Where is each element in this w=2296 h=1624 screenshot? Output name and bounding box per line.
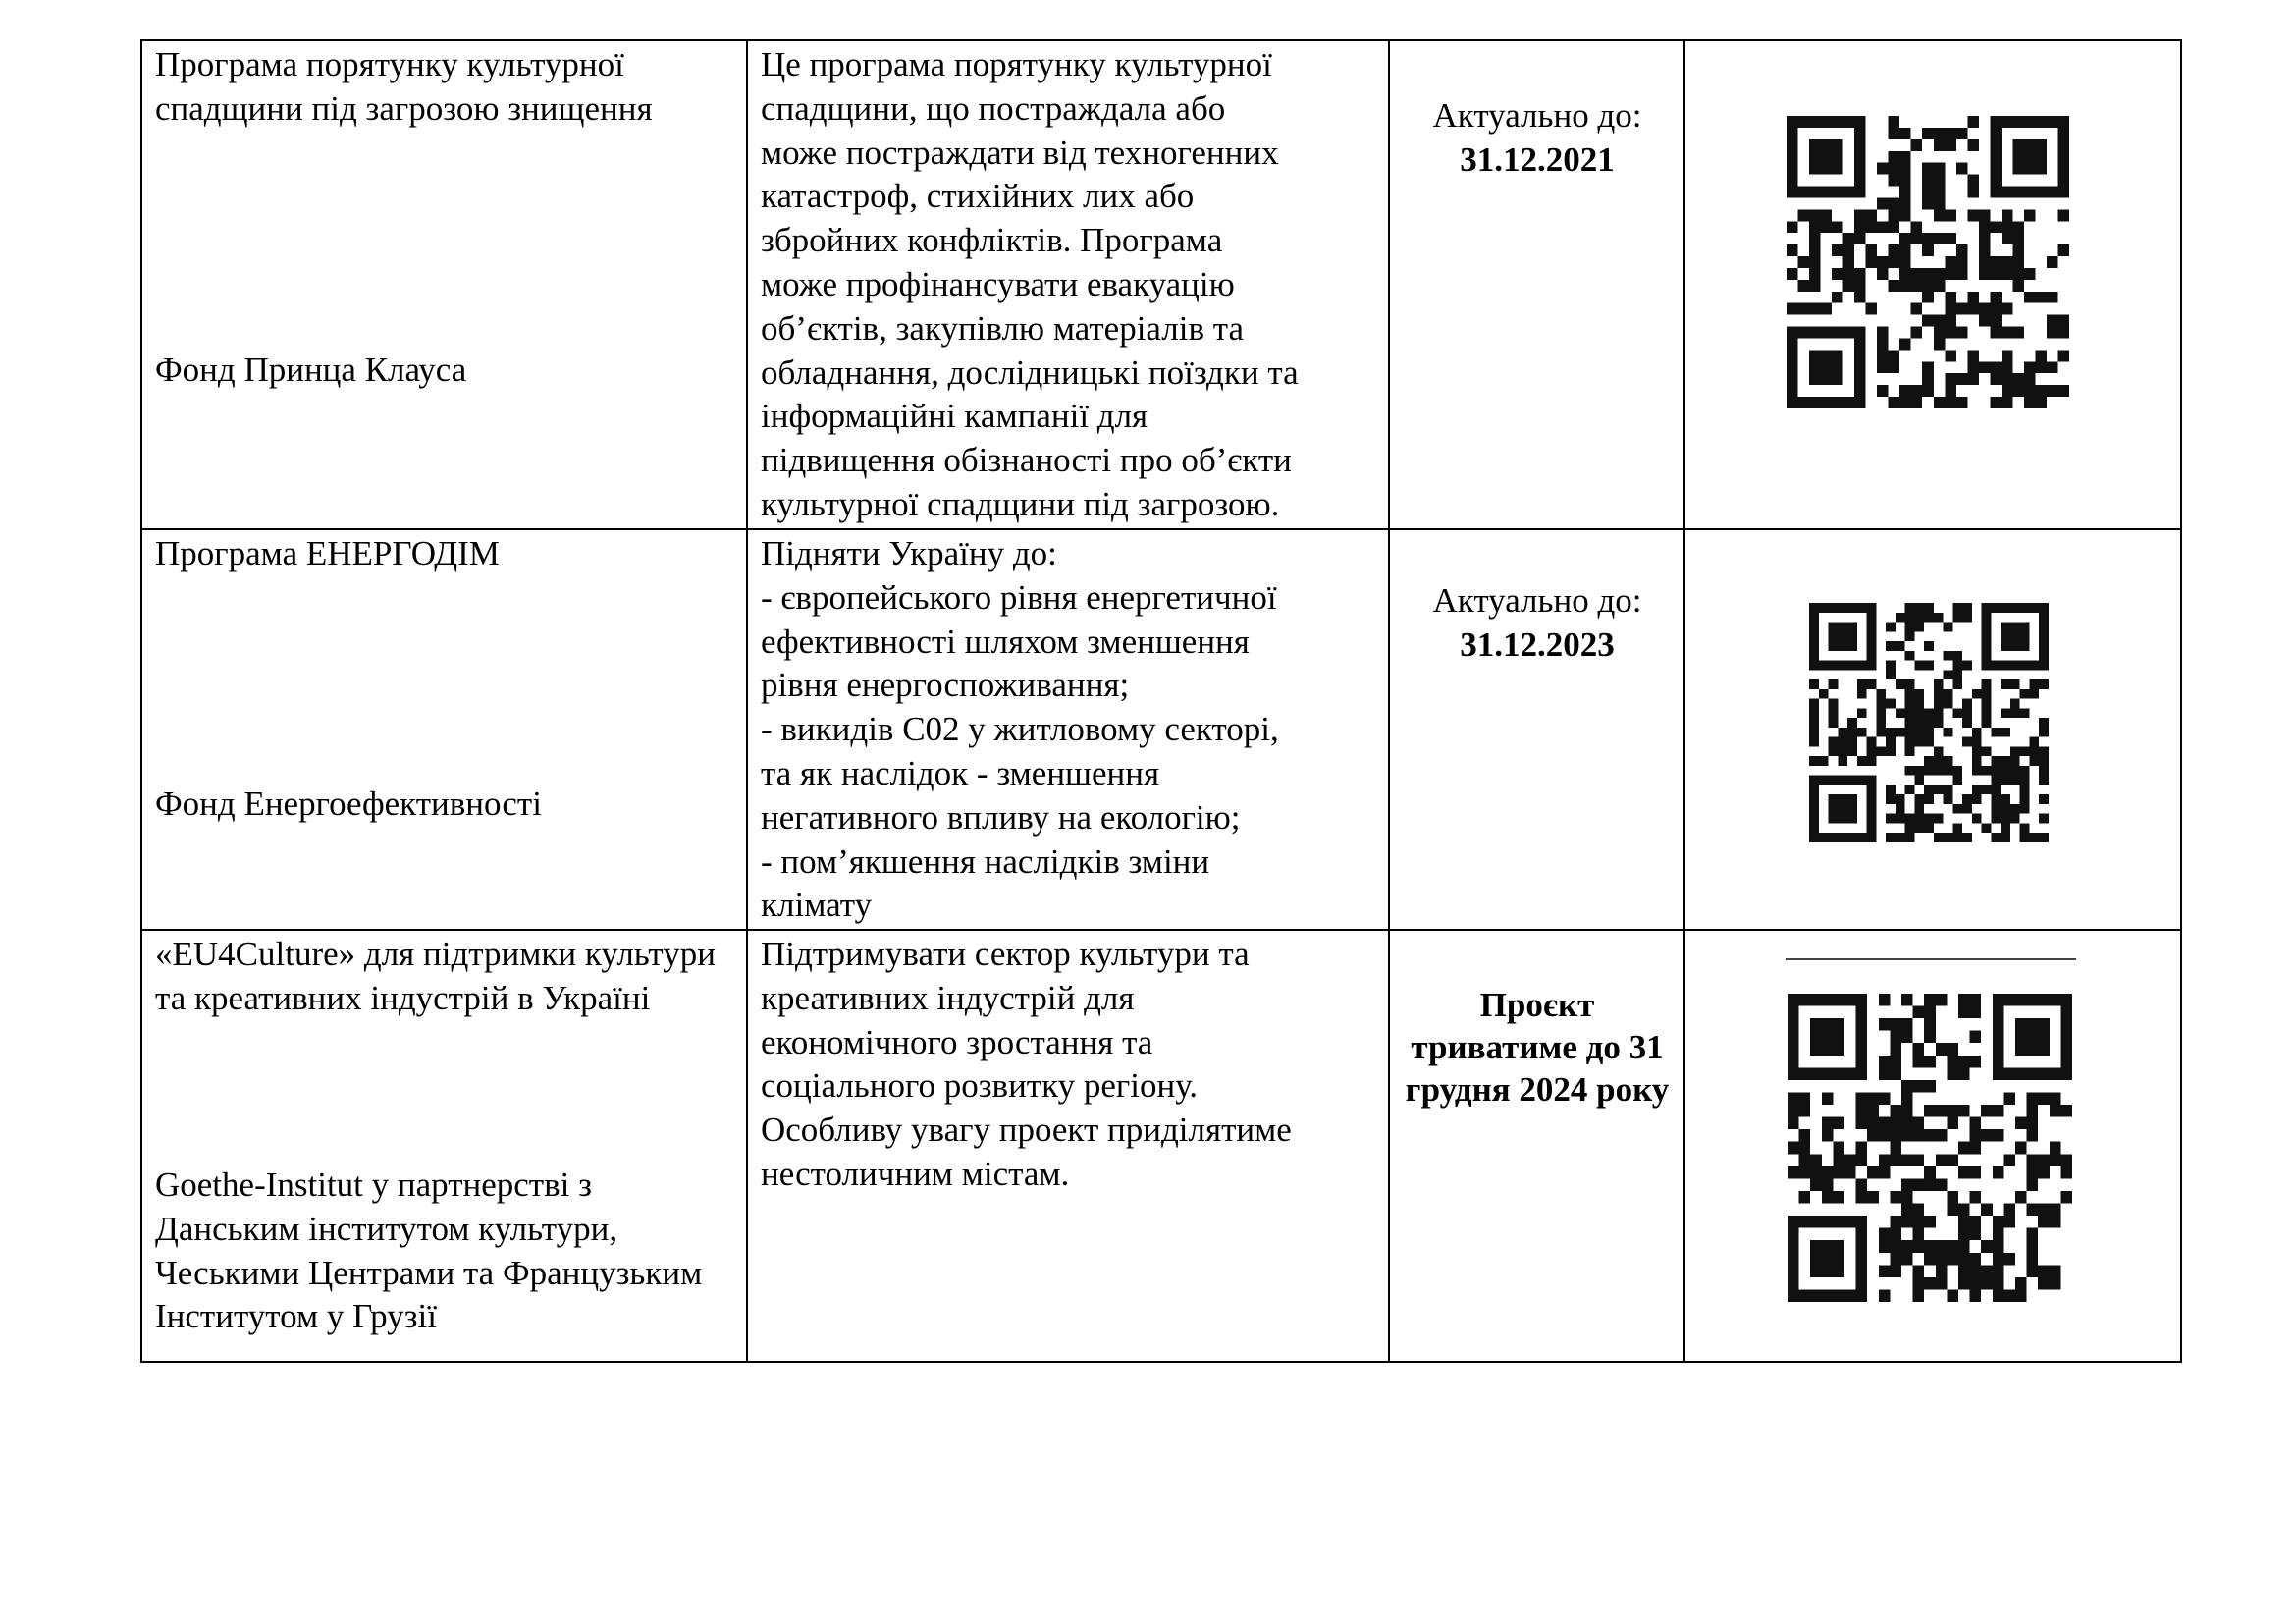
- status-cell: [1389, 930, 1684, 1362]
- status-cell: [1389, 529, 1684, 930]
- description-cell: [747, 529, 1389, 930]
- description-line: ефективності шляхом зменшення: [761, 622, 1250, 661]
- description-line: Підтримувати сектор культури та: [761, 935, 1250, 973]
- description-line: об’єктів, закупівлю матеріалів та: [761, 308, 1244, 348]
- description-line: спадщини, що постраждала або: [761, 88, 1226, 128]
- qr-cell: [1684, 930, 2181, 1362]
- grants-table: [140, 39, 2182, 1363]
- description-line: клімату: [761, 886, 873, 925]
- table-row: [141, 930, 2181, 1362]
- table-row: [141, 529, 2181, 930]
- description-line: підвищення обізнаності про об’єкти: [761, 441, 1292, 480]
- qr-pattern: [1788, 994, 2072, 1302]
- description-line: негативного впливу на екологію;: [761, 797, 1241, 837]
- description-line: Особливу увагу проект приділятиме: [761, 1110, 1292, 1150]
- description-line: катастроф, стихійних лих або: [761, 177, 1195, 216]
- description-cell: [747, 40, 1389, 529]
- status-date: 31.12.2021: [1460, 139, 1615, 179]
- description-line: обладнання, дослідницькі поїздки та: [761, 352, 1299, 392]
- description-line: та як наслідок - зменшення: [761, 753, 1160, 792]
- status-cell: [1389, 40, 1684, 529]
- program-name: Програма порятунку культурної спадщини під загрозою знищення: [155, 45, 653, 128]
- program-cell: [141, 529, 747, 930]
- description-line: соціального розвитку регіону.: [761, 1066, 1198, 1106]
- status-label: Актуально до:: [1432, 96, 1642, 135]
- program-cell: [141, 930, 747, 1362]
- qr-pattern: [1787, 116, 2069, 408]
- organization-name: Фонд Енергоефективності: [155, 785, 542, 823]
- status-label: Актуально до:: [1432, 581, 1642, 620]
- description-line: Це програма порятунку культурної: [761, 45, 1272, 83]
- description-line: - викидів С02 у житловому секторі,: [761, 710, 1279, 749]
- status-date: 31.12.2023: [1460, 624, 1615, 664]
- qr-code-icon[interactable]: [1787, 116, 2069, 408]
- description-line: економічного зростання та: [761, 1022, 1153, 1061]
- description-line: нестоличним містам.: [761, 1154, 1070, 1193]
- description-cell: [747, 930, 1389, 1362]
- qr-cell: [1684, 40, 2181, 529]
- qr-code-icon[interactable]: [1788, 994, 2072, 1302]
- description-line: рівня енергоспоживання;: [761, 666, 1130, 705]
- description-line: - пом’якшення наслідків зміни: [761, 841, 1210, 881]
- divider: [1786, 958, 2076, 960]
- description-line: може профінансувати евакуацію: [761, 264, 1235, 303]
- description-line: Підняти Україну до:: [761, 534, 1057, 572]
- description-line: - європейського рівня енергетичної: [761, 577, 1277, 617]
- description-line: збройних конфліктів. Програма: [761, 221, 1223, 260]
- description-line: інформаційні кампанії для: [761, 397, 1148, 436]
- table-row: [141, 40, 2181, 529]
- program-name: Програма ЕНЕРГОДІМ: [155, 534, 500, 572]
- status-text: Проєкт триватиме до 31 грудня 2024 року: [1405, 986, 1670, 1109]
- program-name: «EU4Culture» для підтримки культури та креативних індустрій в Україні: [155, 935, 716, 1017]
- organization-name: Фонд Принца Клауса: [155, 351, 467, 389]
- qr-cell: [1684, 529, 2181, 930]
- qr-pattern: [1809, 603, 2049, 842]
- description-line: може постраждати від техногенних: [761, 133, 1279, 172]
- program-cell: [141, 40, 747, 529]
- description-line: культурної спадщини під загрозою.: [761, 484, 1280, 523]
- qr-code-icon[interactable]: [1809, 603, 2049, 842]
- description-line: креативних індустрій для: [761, 978, 1135, 1017]
- organization-name: Goethe-Institut у партнерстві з Данським інститутом культури, Чеськими Центрами та Французьким Інститутом у Грузії: [155, 1165, 703, 1336]
